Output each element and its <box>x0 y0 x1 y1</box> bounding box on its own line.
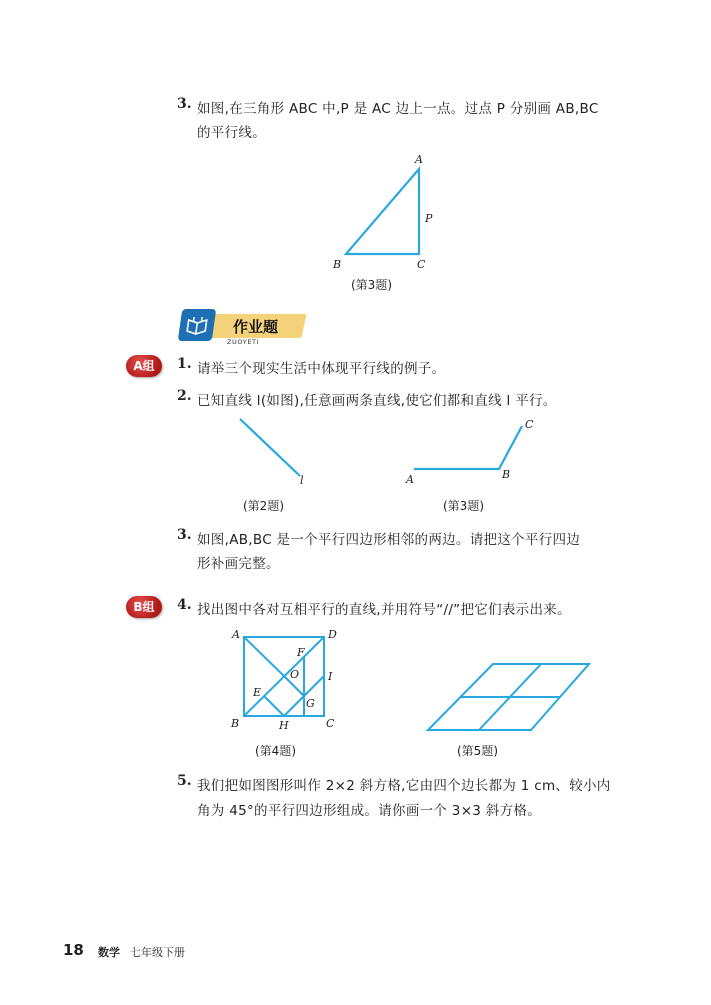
fig4-label-b: B <box>231 717 240 730</box>
fig4-label-o: O <box>290 668 300 681</box>
fig4-label-d: D <box>328 628 337 641</box>
label-c: C <box>417 258 426 271</box>
fig4-caption: (第4题) <box>255 744 296 758</box>
fig4-label-g: G <box>306 697 315 710</box>
label-b: B <box>333 258 342 271</box>
fig4-label-h: H <box>279 719 289 732</box>
fig3-label-c: C <box>525 418 534 431</box>
q3-text-line2: 形补画完整。 <box>197 556 280 572</box>
label-l: l <box>300 474 304 487</box>
footer-grade: 七年级下册 <box>130 946 185 959</box>
fig4-label-i: I <box>328 670 333 683</box>
label-p: P <box>425 212 433 225</box>
q3-top-text-line2: 的平行线。 <box>197 125 266 141</box>
q3-top-number: 3. <box>177 96 192 112</box>
q3-top-text-line1: 如图,在三角形 ABC 中,P 是 AC 边上一点。过点 P 分别画 AB,BC <box>197 101 599 117</box>
footer-subject: 数学 <box>98 946 120 959</box>
fig4-label-a: A <box>232 628 240 641</box>
group-a-badge: A组 <box>126 355 162 377</box>
q3-top-caption: (第3题) <box>351 278 392 292</box>
label-a: A <box>415 153 423 166</box>
q4-text: 找出图中各对互相平行的直线,并用符号“//”把它们表示出来。 <box>197 602 571 618</box>
q5-number: 5. <box>177 773 192 789</box>
fig3-caption: (第3题) <box>443 499 484 513</box>
q1-text: 请举三个现实生活中体现平行线的例子。 <box>197 361 446 377</box>
q3-text-line1: 如图,AB,BC 是一个平行四边形相邻的两边。请把这个平行四边 <box>197 532 581 548</box>
fig4-label-c: C <box>326 717 335 730</box>
q2-number: 2. <box>177 388 192 404</box>
group-b-badge: B组 <box>126 596 162 618</box>
q3-number: 3. <box>177 527 192 543</box>
fig5-caption: (第5题) <box>457 744 498 758</box>
q4-number: 4. <box>177 597 192 613</box>
homework-title: 作业题 <box>233 318 279 336</box>
fig4-label-e: E <box>253 686 262 699</box>
page-number: 18 <box>63 941 84 959</box>
homework-subtitle: ZUOYETI <box>227 338 260 346</box>
fig2-caption: (第2题) <box>243 499 284 513</box>
q5-text-line2: 角为 45°的平行四边形组成。请你画一个 3×3 斜方格。 <box>197 803 541 819</box>
q2-text: 已知直线 l(如图),任意画两条直线,使它们都和直线 l 平行。 <box>197 393 557 409</box>
fig3-label-a: A <box>406 473 414 486</box>
fig4-label-f: F <box>297 646 305 659</box>
q1-number: 1. <box>177 356 192 372</box>
fig3-label-b: B <box>502 468 511 481</box>
q5-text-line1: 我们把如图图形叫作 2×2 斜方格,它由四个边长都为 1 cm、较小内 <box>197 778 611 794</box>
